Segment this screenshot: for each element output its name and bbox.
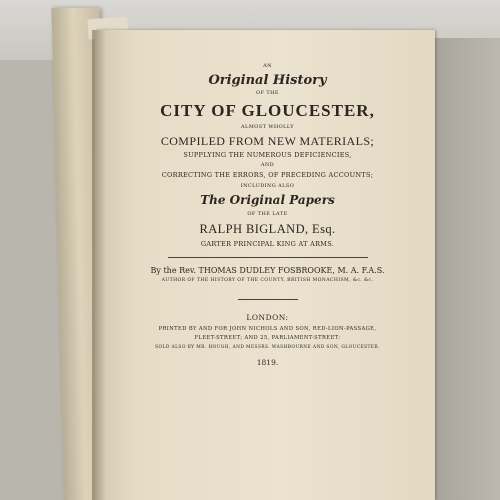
line-almost-wholly: ALMOST WHOLLY: [241, 124, 294, 130]
line-original-history: Original History: [208, 73, 327, 88]
background-surface-right: [435, 38, 500, 500]
line-london: LONDON:: [246, 312, 289, 322]
line-author-works: AUTHOR OF THE HISTORY OF THE COUNTY, BRITISH MONACHISM, &c. &c.: [161, 278, 374, 283]
line-author: By the Rev. THOMAS DUDLEY FOSBROOKE, M. A. F.A.S.: [150, 266, 385, 275]
title-page-text: [115, 58, 420, 366]
line-printed-1: PRINTED BY AND FOR JOHN NICHOLS AND SON, RED-LION-PASSAGE,: [158, 326, 377, 333]
divider-rule-top: [168, 257, 368, 258]
line-original-papers: The Original Papers: [200, 193, 335, 207]
line-year: 1819.: [256, 357, 279, 367]
line-city-of-gloucester: CITY OF GLOUCESTER,: [160, 101, 375, 120]
line-sold: SOLD ALSO BY MR. HOUGH, AND MESSRS. WASHBOURNE AND SON, GLOUCESTER.: [155, 344, 380, 350]
line-correcting: CORRECTING THE ERRORS, OF PRECEDING ACCOUNTS;: [161, 170, 374, 179]
line-ralph-bigland: RALPH BIGLAND, Esq.: [199, 222, 336, 236]
line-and: AND: [260, 161, 275, 168]
divider-rule-bottom: [238, 299, 298, 300]
line-garter: GARTER PRINCIPAL KING AT ARMS.: [200, 239, 335, 248]
line-printed-2: FLEET-STREET; AND 25, PARLIAMENT-STREET:: [194, 335, 341, 342]
line-supplying: SUPPLYING THE NUMEROUS DEFICIENCIES,: [183, 151, 352, 159]
line-an: AN: [263, 63, 272, 69]
line-including-also: INCLUDING ALSO: [240, 183, 295, 189]
line-of-the-late: OF THE LATE: [247, 211, 288, 217]
line-compiled: COMPILED FROM NEW MATERIALS;: [160, 134, 375, 148]
line-of-the: OF THE: [256, 90, 279, 96]
gutter-shadow: [92, 30, 106, 500]
